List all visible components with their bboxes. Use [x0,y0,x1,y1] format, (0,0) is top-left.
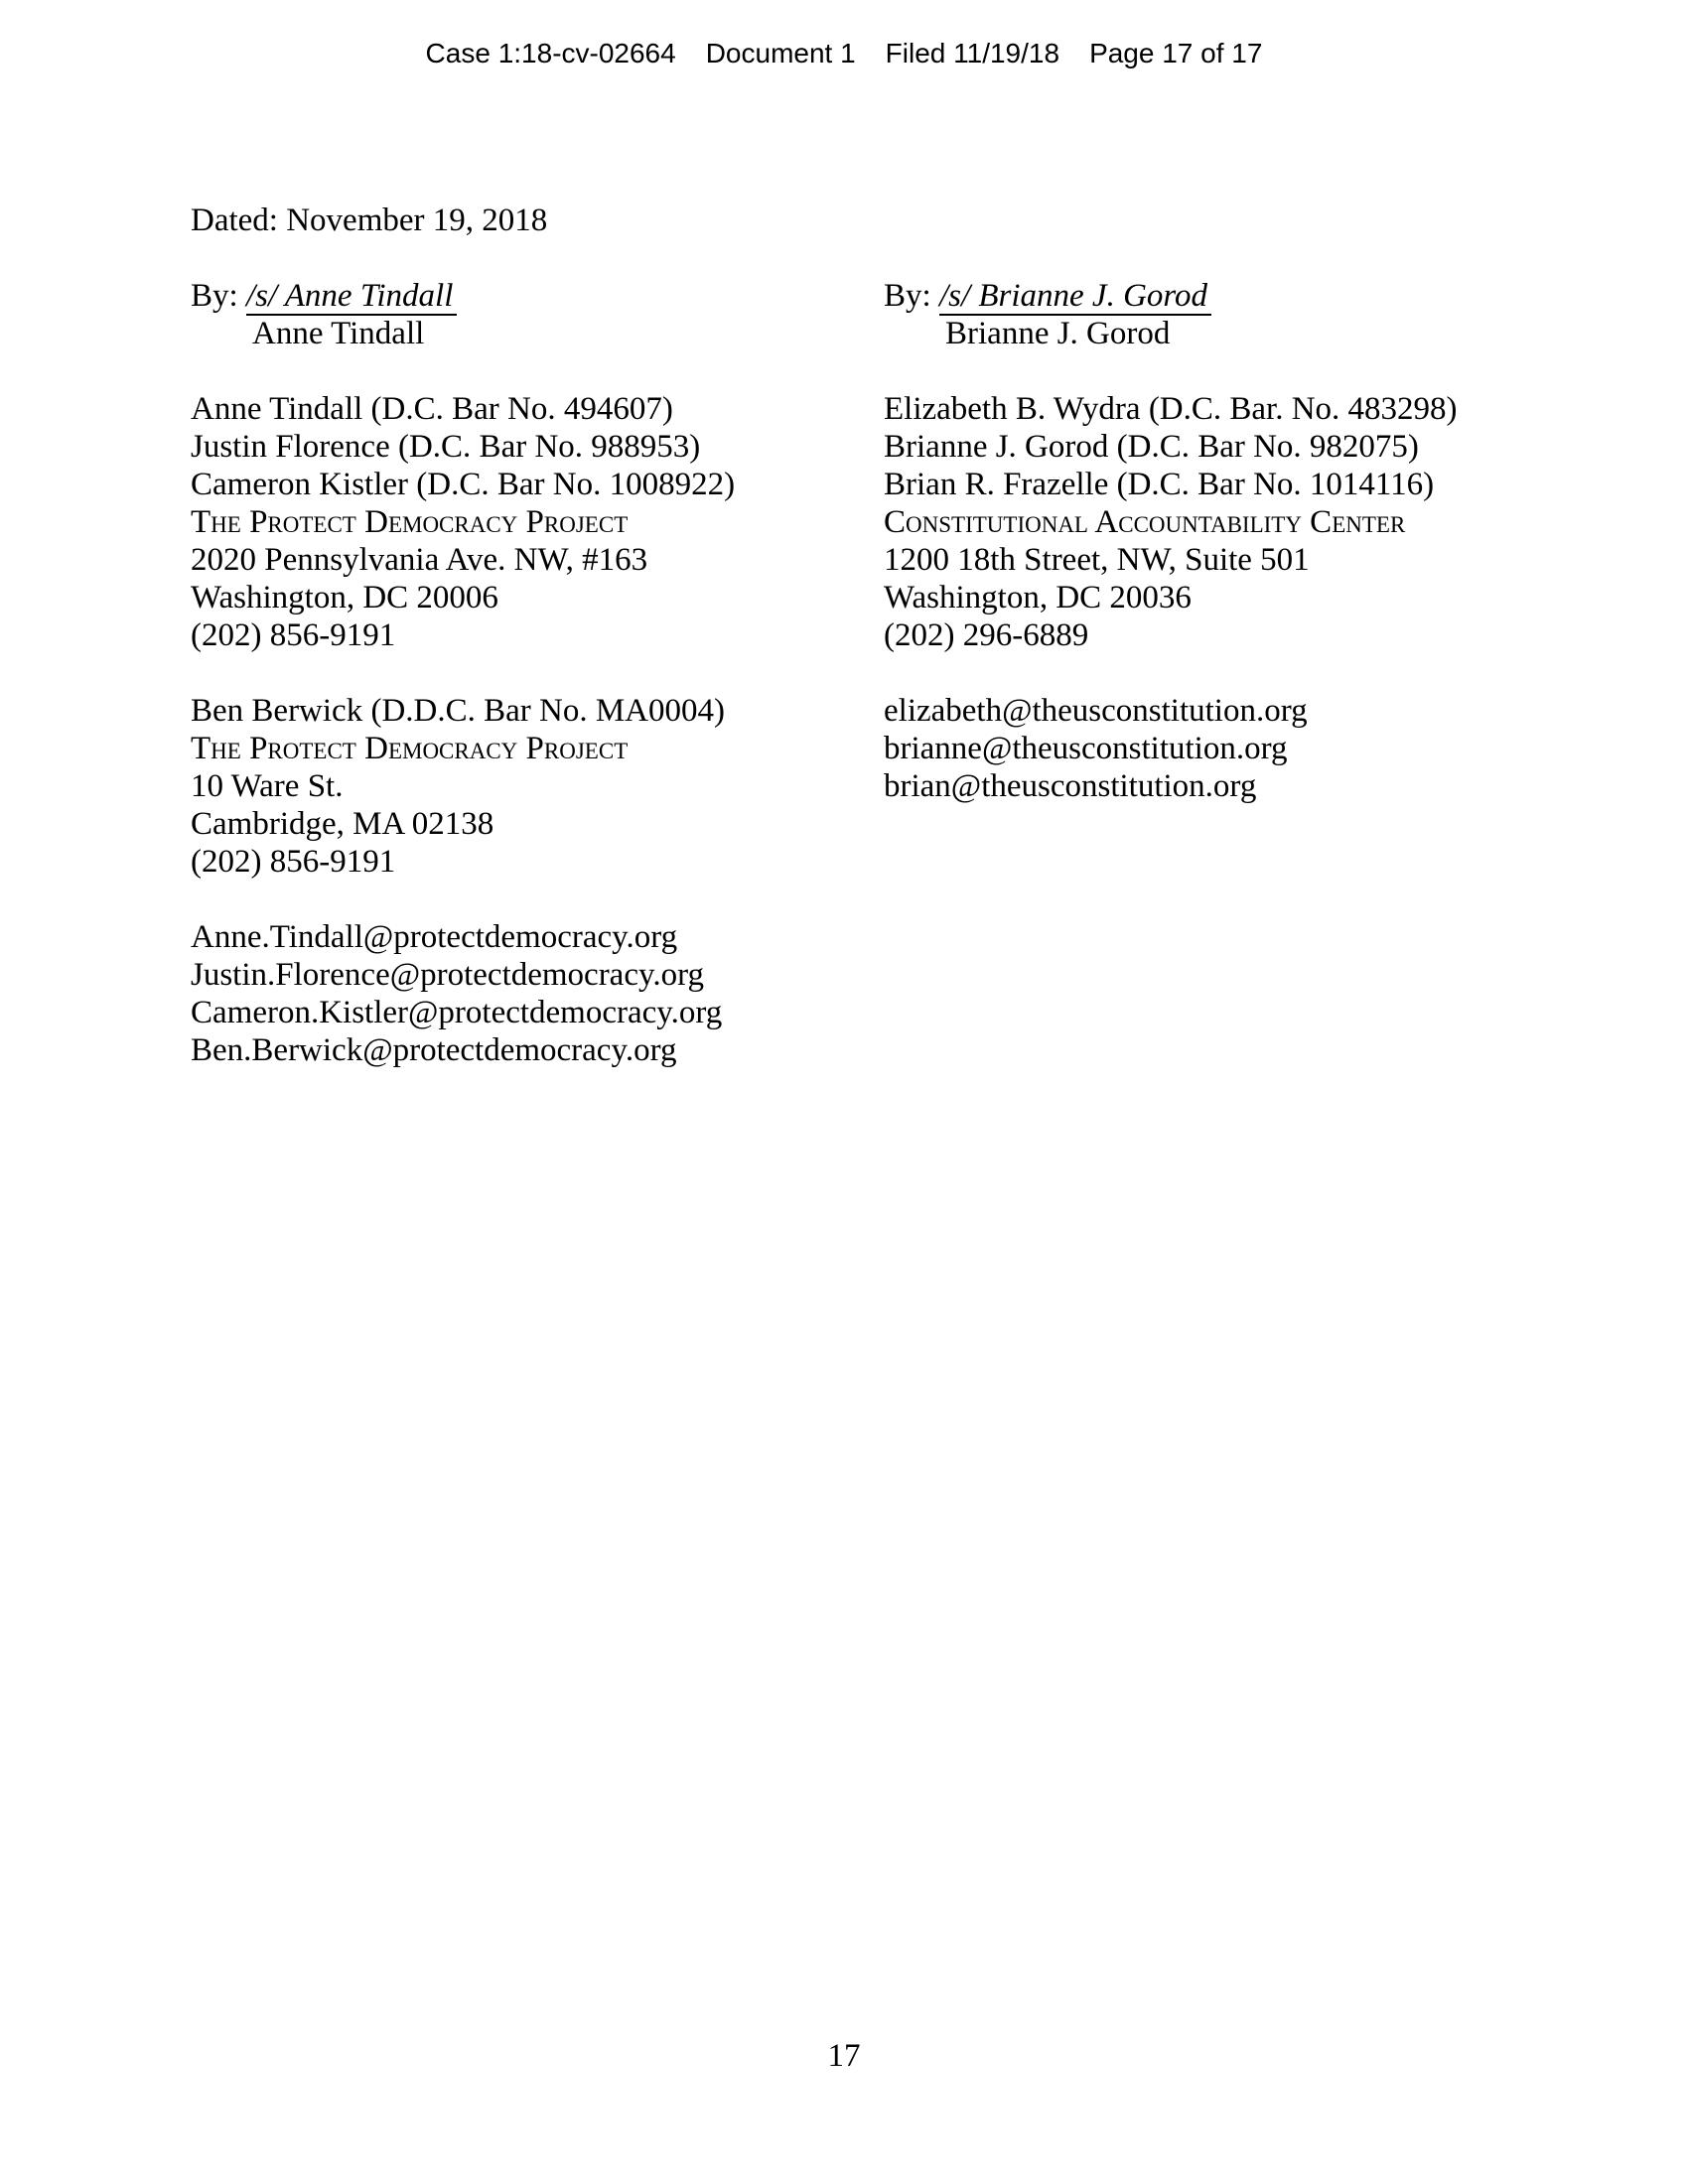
org-name-line: The Protect Democracy Project [191,504,629,540]
text-line: elizabeth@theusconstitution.org [884,693,1308,729]
attorney-info-block [191,692,884,881]
filed-date: Filed 11/19/18 [885,38,1060,68]
page-number: 17 [827,2038,861,2074]
signature-block-left [191,277,884,352]
email-block [191,918,884,1069]
text-line: Justin Florence (D.C. Bar No. 988953) [191,429,701,465]
text-line: 2020 Pennsylvania Ave. NW, #163 [191,542,648,578]
attorney-info-block [191,390,884,654]
text-line: brianne@theusconstitution.org [884,731,1288,766]
org-name-line: Constitutional Accountability Center [884,504,1406,540]
text-line: Washington, DC 20036 [884,580,1192,615]
text-line: (202) 296-6889 [884,617,1089,653]
attorney-info-block [884,390,1658,654]
org-name-line: The Protect Democracy Project [191,731,629,766]
text-line: Washington, DC 20006 [191,580,498,615]
text-line: Elizabeth B. Wydra (D.C. Bar. No. 483298) [884,391,1458,427]
text-line: Brian R. Frazelle (D.C. Bar No. 1014116) [884,467,1435,502]
signer-name: Brianne J. Gorod [945,316,1171,351]
text-line: (202) 856-9191 [191,617,396,653]
signature-columns [191,277,1658,1069]
text-line: Cameron Kistler (D.C. Bar No. 1008922) [191,467,736,502]
text-line: (202) 856-9191 [191,844,396,880]
signature-line [884,277,1658,315]
signer-name: Anne Tindall [252,316,425,351]
page-count: Page 17 of 17 [1089,38,1263,68]
email-block [884,692,1658,805]
text-line: Brianne J. Gorod (D.C. Bar No. 982075) [884,429,1419,465]
signature-text: /s/ Anne Tindall [246,278,457,316]
text-line: Anne Tindall (D.C. Bar No. 494607) [191,391,673,427]
text-line: Justin.Florence@protectdemocracy.org [191,957,704,993]
signature-line [191,277,884,315]
text-line: Anne.Tindall@protectdemocracy.org [191,919,678,955]
by-label: By: [191,278,238,314]
signature-page-content [191,202,1658,1069]
text-line: Cambridge, MA 02138 [191,806,494,842]
case-stamp-header [0,38,1688,69]
signature-block-right [884,277,1658,352]
text-line: Ben Berwick (D.D.C. Bar No. MA0004) [191,693,726,729]
text-line: 1200 18th Street, NW, Suite 501 [884,542,1310,578]
text-line: Ben.Berwick@protectdemocracy.org [191,1032,677,1068]
by-label: By: [884,278,931,314]
text-line: 10 Ware St. [191,768,344,804]
dated-line: Dated: November 19, 2018 [191,203,548,238]
text-line: Cameron.Kistler@protectdemocracy.org [191,995,723,1030]
left-signature-column [191,277,884,1069]
case-number: Case 1:18-cv-02664 [425,38,676,68]
text-line: brian@theusconstitution.org [884,768,1257,804]
signature-text: /s/ Brianne J. Gorod [939,278,1211,316]
right-signature-column [884,277,1658,805]
document-number: Document 1 [705,38,856,68]
